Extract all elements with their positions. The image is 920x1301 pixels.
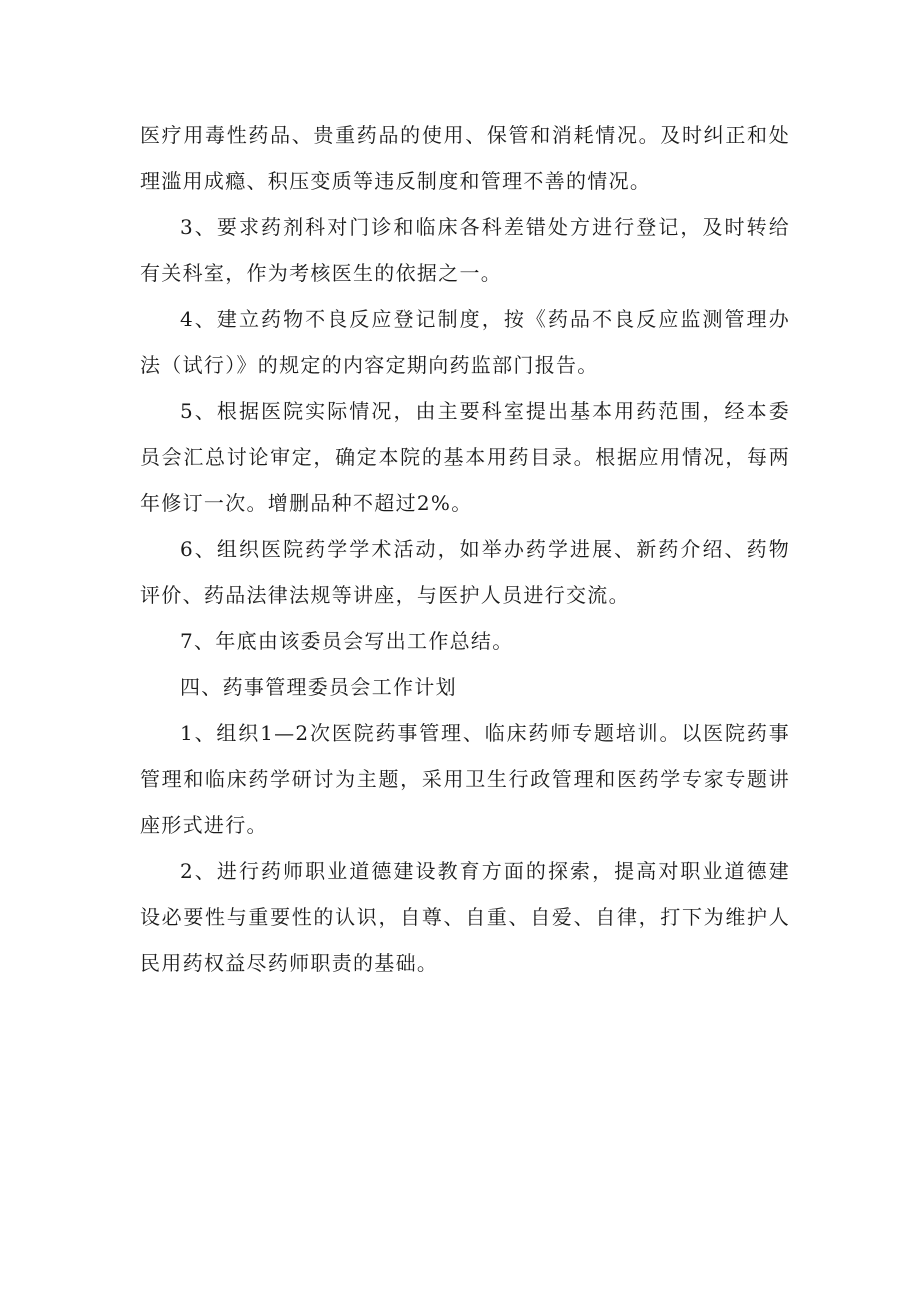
paragraph-plan-1: 1、组织1—2次医院药事管理、临床药师专题培训。以医院药事管理和临床药学研讨为主题，采用卫生行政管理和医药学专家专题讲座形式进行。 — [140, 721, 790, 837]
section-heading: 四、药事管理委员会工作计划 — [180, 675, 457, 699]
paragraph-item-6: 6、组织医院药学学术活动，如举办药学进展、新药介绍、药物评价、药品法律法规等讲座，与医护人员进行交流。 — [140, 537, 790, 607]
paragraph-item-7: 7、年底由该委员会写出工作总结。 — [180, 629, 514, 653]
paragraph-item-4: 4、建立药物不良反应登记制度，按《药品不良反应监测管理办法（试行）》的规定的内容定期向药监部门报告。 — [140, 307, 790, 377]
paragraph-item-5: 5、根据医院实际情况，由主要科室提出基本用药范围，经本委员会汇总讨论审定，确定本院的基本用药目录。根据应用情况，每两年修订一次。增删品种不超过2%。 — [140, 399, 790, 515]
document-body — [140, 112, 790, 986]
paragraph-continuation: 医疗用毒性药品、贵重药品的使用、保管和消耗情况。及时纠正和处理滥用成瘾、积压变质等违反制度和管理不善的情况。 — [140, 123, 790, 193]
paragraph-item-3: 3、要求药剂科对门诊和临床各科差错处方进行登记，及时转给有关科室，作为考核医生的依据之一。 — [140, 215, 790, 285]
paragraph-plan-2: 2、进行药师职业道德建设教育方面的探索，提高对职业道德建设必要性与重要性的认识，自尊、自重、自爱、自律，打下为维护人民用药权益尽药师职责的基础。 — [140, 859, 790, 975]
